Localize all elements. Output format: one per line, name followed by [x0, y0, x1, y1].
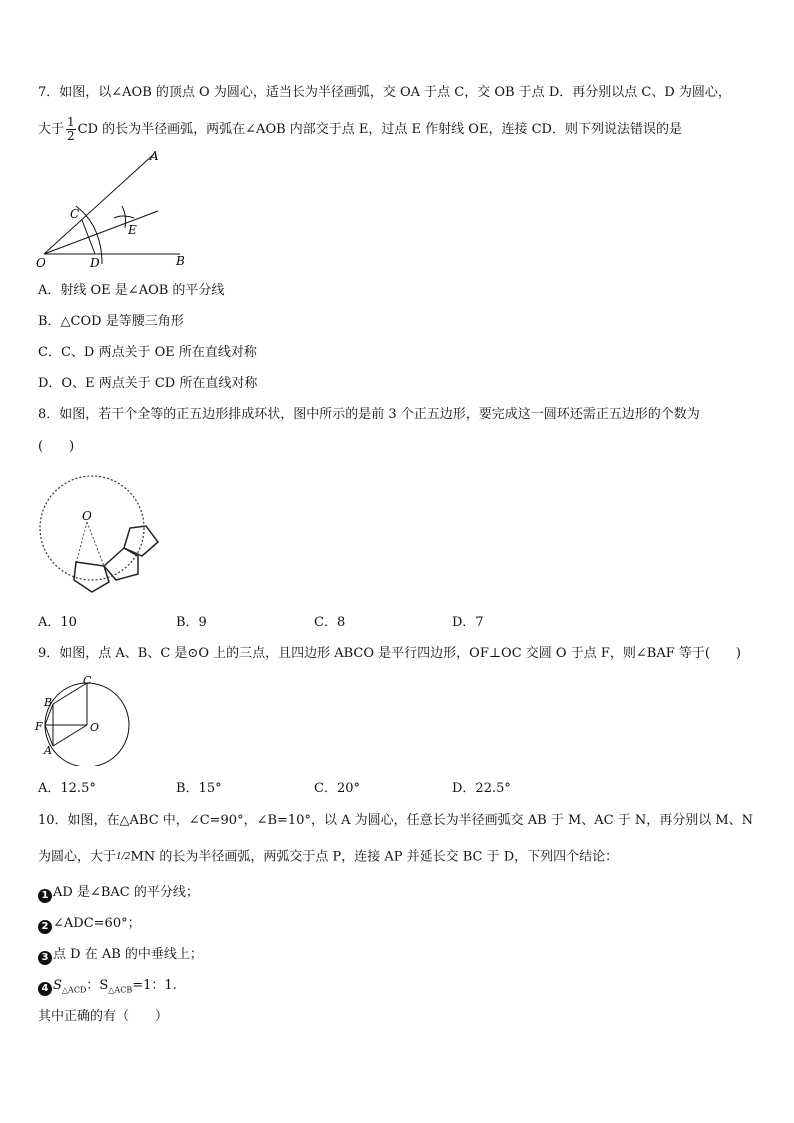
q7-stem-line2: [38, 116, 682, 143]
label-c: C: [83, 674, 92, 687]
label-a: A: [150, 149, 159, 163]
label-o: O: [36, 256, 46, 270]
q7-option-c: C．C、D 两点关于 OE 所在直线对称: [38, 345, 257, 360]
half-fraction: [66, 116, 76, 143]
q7-stem-prefix: 大于: [38, 122, 65, 137]
segment-ao: [53, 725, 87, 746]
q9-stem: 9．如图，点 A、B、C 是⊙O 上的三点，且四边形 ABCO 是平行四边形，OF⊥OC 交圆 O 于点 F，则∠BAF 等于( ): [38, 646, 742, 661]
q8-option-a: A．10: [38, 615, 77, 630]
radius-line-left: [76, 522, 87, 564]
label-f: F: [35, 720, 43, 733]
q8-options: [38, 614, 590, 632]
small-half-fraction: 1/2: [116, 852, 131, 862]
label-e: E: [128, 223, 137, 237]
circled-number-2: 2: [38, 920, 52, 934]
q8-stem-line2: ( ): [38, 439, 75, 454]
q10-statement-3: [38, 946, 203, 965]
ratio-separator: ：S: [86, 978, 109, 993]
q7-option-d: D．O、E 两点关于 CD 所在直线对称: [38, 376, 258, 391]
q8-option-c: C．8: [314, 615, 346, 630]
q10-stem-line1: 10．如图，在△ABC 中，∠C=90°，∠B=10°，以 A 为圆心，任意长为半径画弧交 AB 于 M、AC 于 N，再分别以 M、N: [38, 813, 754, 828]
q9-option-a: A．12.5°: [38, 781, 96, 796]
radius-line-right: [87, 522, 104, 566]
circled-number-3: 3: [38, 951, 52, 965]
q8-stem-line1: 8．如图，若干个全等的正五边形排成环状，图中所示的是前 3 个正五边形，要完成这一圆环还需正五边形的个数为: [38, 407, 700, 422]
statement-text: ∠ADC=60°；: [53, 916, 141, 931]
q9-option-d: D．22.5°: [452, 781, 511, 796]
q8-option-b: B．9: [176, 615, 207, 630]
area-subscript-acd: △ACD: [61, 985, 87, 995]
fraction-numerator: 1: [67, 115, 75, 129]
fraction-denominator: 2: [67, 129, 75, 143]
area-symbol: S: [53, 978, 62, 993]
q10-stem-prefix: 为圆心，大于: [38, 849, 117, 865]
q7-angle-bisector-figure: [30, 148, 210, 273]
label-o-center: O: [82, 509, 92, 523]
q10-statement-2: [38, 915, 141, 934]
arc-from-c: [114, 216, 134, 218]
statement-text: 点 D 在 AB 的中垂线上；: [53, 947, 203, 962]
pentagon-2: [104, 548, 138, 580]
q10-stem-suffix: MN 的长为半径画弧，两弧交于点 P，连接 AP 并延长交 BC 于 D，下列四个结论：: [130, 849, 619, 865]
q8-pentagon-ring-figure: [34, 470, 166, 600]
q7-option-a: A．射线 OE 是∠AOB 的平分线: [38, 283, 225, 298]
q8-option-d: D．7: [452, 615, 484, 630]
circled-number-1: 1: [38, 889, 52, 903]
q7-option-b: B．△COD 是等腰三角形: [38, 314, 184, 329]
q9-options: [38, 780, 590, 798]
circled-number-4: 4: [38, 982, 52, 996]
label-b: B: [176, 254, 185, 268]
label-b: B: [44, 696, 53, 709]
label-c: C: [70, 207, 80, 221]
q10-statement-1: [38, 884, 199, 903]
q10-statement-4: [38, 977, 177, 1000]
q10-question: 其中正确的有（ ）: [38, 1009, 169, 1024]
label-a: A: [44, 744, 52, 757]
q10-stem-line2: [38, 848, 618, 867]
q9-option-c: C．20°: [314, 781, 360, 796]
q7-stem-suffix: CD 的长为半径画弧，两弧在∠AOB 内部交于点 E，过点 E 作射线 OE，连接 CD．则下列说法错误的是: [77, 122, 682, 137]
statement-text: AD 是∠BAC 的平分线；: [53, 885, 199, 900]
q9-circle-parallelogram-figure: [32, 674, 132, 766]
q9-option-b: B．15°: [176, 781, 222, 796]
ratio-result: =1：1.: [132, 978, 177, 993]
label-d: D: [90, 256, 100, 270]
q7-stem-line1: 7．如图，以∠AOB 的顶点 O 为圆心，适当长为半径画弧，交 OA 于点 C，交 OB 于点 D．再分别以点 C、D 为圆心，: [38, 85, 731, 100]
area-subscript-acb: △ACB: [108, 985, 133, 995]
label-o: O: [90, 721, 100, 734]
